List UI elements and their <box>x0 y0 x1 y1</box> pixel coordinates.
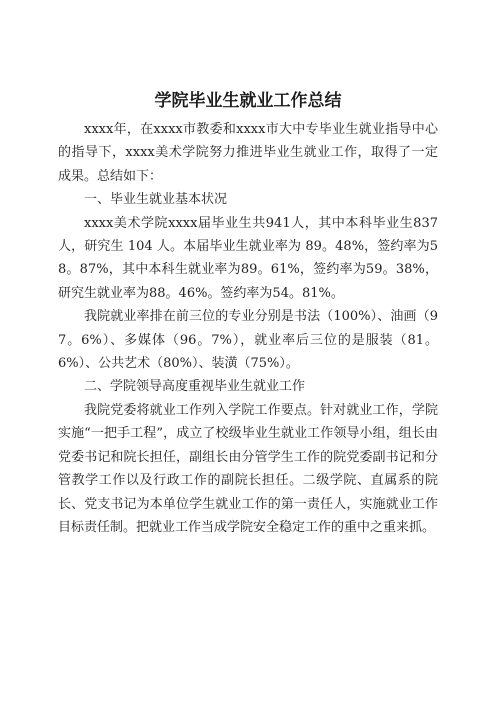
employment-statistics-paragraph: xxxx美术学院xxxx届毕业生共941人，其中本科毕业生837人，研究生 104 人。本届毕业生就业率为 89。48%，签约率为58。87%，其中本科生就业率为89。61%，签约率为59。38%，研究生就业率为88。46%。签约率为54。81%。 <box>58 215 438 301</box>
leadership-paragraph: 我院党委将就业工作列入学院工作要点。针对就业工作，学院实施“一把手工程”，成立了校级毕业生就业工作领导小组，组长由党委书记和院长担任，副组长由分管学生工作的院党委副书记和分管教学工作以及行政工作的副院长担任。二级学院、直属系的院长、党支书记为本单位学生就业工作的第一责任人，实施就业工作目标责任制。把就业工作当成学院安全稳定工作的重中之重来抓。 <box>58 402 438 535</box>
section-heading-employment-status: 一、毕业生就业基本状况 <box>84 192 228 208</box>
intro-paragraph: xxxx年，在xxxx市教委和xxxx市大中专毕业生就业指导中心的指导下，xxxx美术学院努力推进毕业生就业工作，取得了一定成果。总结如下： <box>58 122 438 184</box>
document-title: 学院毕业生就业工作总结 <box>154 91 342 111</box>
major-ranking-paragraph: 我院就业率排在前三位的专业分别是书法（100%）、油画（97。6%）、多媒体（96。7%），就业率后三位的是服装（81。6%）、公共艺术（80%）、装潢（75%）。 <box>58 309 438 372</box>
section-heading-leadership: 二、学院领导高度重视毕业生就业工作 <box>84 379 306 395</box>
